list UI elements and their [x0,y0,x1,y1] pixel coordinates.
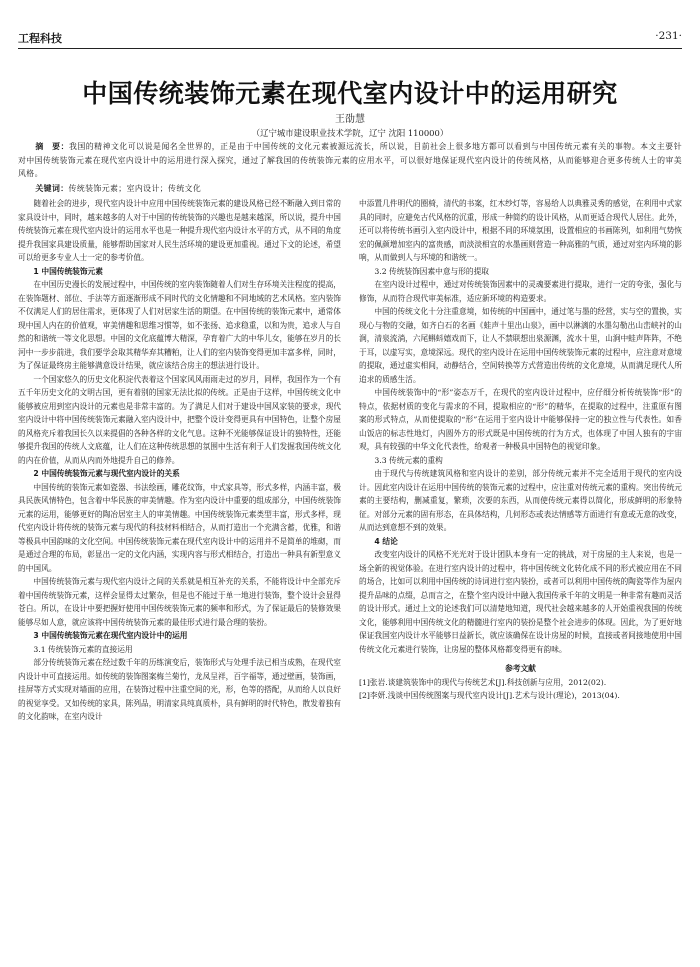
paragraph: 中国传统装饰元素与现代室内设计之间的关系就是相互补充的关系，不能将设计中全部充斥着中国传统装饰元素，这样会显得太过繁杂，但是也不能过于单一地进行装饰，整个设计会显得苍白。所以，在设计中要把握好使用中国传统装饰元素的频率和形式，为了保证最后的装修效果能够尽如人意，就应该将中国传统装饰元素的最佳形式进行最合理的装扮。 [18,577,341,627]
abstract [18,140,682,181]
section-heading: 1 中国传统装饰元素 [33,266,103,276]
author-name: 王劭慧 [335,114,365,125]
author-affiliation: （辽宁城市建设职业技术学院，辽宁 沈阳 110000） [251,128,449,138]
keywords-label: 关键词： [35,184,69,193]
left-column [18,197,341,724]
running-header [18,30,682,48]
paragraph: 一个国家悠久的历史文化积淀代表着这个国家风风雨雨走过的岁月，同样，我国作为一个有五千年历史文化的文明古国，更有着别的国家无法比拟的传统。正是由于这样，中国传统文化中能够被应用到室内设计的元素也是非常丰富的。为了满足人们对于建设中国风家装的要求，现代室内设计中将中国传统装饰元素融入室内设计中，把整个设计变得更具有中国特色，让整个房屋的风格充斥着我国长久以来提倡的各种各样的文化气息。这种不光能够保证设计的独特性，还能够提升我国的传统人文底蕴，让人们在这种传统思想的氛围中生活有利于人们发掘我国传统文化的内在价值，从而从内而外地提升自己的修养。 [18,374,341,465]
intro-paragraph: 随着社会的进步，现代室内设计中应用中国传统装饰元素的建设风格已经不断融入到日常的家具设计中，同时，越来越多的人对于中国的传统装饰的兴趣也是越来越深，所以说，提升中国传统装饰元素在现代室内设计的运用水平也是一种提升现代室内设计水平的方式，从不同的角度提升我国家具建设质量，能够帮助国家对人民生活环境的建设更加重视。通过下文的论述，希望可以给更多专业人士一定的参考价值。 [18,199,341,262]
paragraph: 改变室内设计的风格不光光对于设计团队本身有一定的挑战，对于房屋的主人来说，也是一场全新的视觉体验。在进行室内设计的过程中，将中国传统文化转化成不同的形式被应用在不同的场合，比如可以利用中国传统的诗词进行室内装扮，或者可以利用中国传统的陶瓷等作为屋内提升品味的点缀，总而言之，在整个室内设计中融入我国传承千年的文明是一种非常有趣而灵活的设计形式。通过上文的论述我们可以清楚地知道，现代社会越来越多的人开始重视我国的传统文化，能够利用中国传统文化的精髓进行室内的装扮是整个社会进步的体现。因此，为了更好地保证我国室内设计水平能够日益新长，就应该确保在设计房屋的时候，直接或者间接地使用中国传统文化元素进行装饰，让房屋的整体风格都变得更有韵味。 [359,550,682,654]
paragraph: 部分传统装饰元素在经过数千年的历练演变后，装饰形式与处理手法已相当成熟，在现代室内设计中可直接运用。如传统的装饰图案梅兰菊竹，龙凤呈祥，百字福等，通过壁画，装饰画，挂屏等方式实现对墙面的应用，在装饰过程中注重空间的光，形，色等的搭配，从而给人以良好的视觉享受。又如传统的家具，陈列品，明清家具纯真质朴，具有鲜明的时代特色，散发着独有的文化韵味，在室内设计 [18,658,341,721]
article-title: 中国传统装饰元素在现代室内设计中的运用研究 [82,79,618,108]
subsection-heading: 3.2 传统装饰因素中意与形的提取 [374,266,489,276]
paragraph: 中国传统的装饰元素如瓷器、书法绘画，雕花纹饰，中式家具等，形式多样，内涵丰富，极具民族风情特色，包含着中华民族的审美情趣。作为室内设计中重要的组成部分，中国传统装饰元素的运用，能够更好的陶冶居室主人的审美情趣。中国传统装饰元素类型丰富，形式多样，现代室内设计将传统的装饰元素与现代的科技材料相结合，从而打造出一个充满含蓄，优雅，和谐等极具中国韵味的文化空间。中国传统装饰元素在现代室内设计中的运用并不是简单的堆砌，而是通过合理的布局，彰显出一定的文化内涵，实现内容与形式相结合，打造出一种具有新型意义的中国风。 [18,482,341,573]
abstract-label: 摘 要： [35,142,69,151]
section-heading: 4 结论 [374,536,398,546]
keywords-text: 传统装饰元素；室内设计；传统文化 [68,184,202,193]
paragraph: 由于现代与传统建筑风格和室内设计的差别，部分传统元素并不完全适用于现代的室内设计。因此室内设计在运用中国传统的装饰元素的过程中，应注重对传统元素的重构。突出传统元素的主要结构，删减重复，繁琐，次要的东西，从而使传统元素得以简化，形成鲜明的形象特征。对部分元素的固有形态，在具体结构，几何形态或表达情感等方面进行有意或无意的改变，从而达到意想不到的效果。 [359,469,682,532]
journal-name: 工程科技 [18,32,62,45]
header-rule [18,48,682,49]
page-number: ·231· [655,30,682,42]
references-heading: 参考文献 [505,664,536,673]
section-heading: 3 中国传统装饰元素在现代室内设计中的运用 [33,631,188,640]
paragraph: 在中国历史漫长的发展过程中，中国传统的室内装饰随着人们对生存环境关注程度的提高，在装饰题材、部位、手法等方面逐渐形成不同时代的文化情趣和不同地域的艺术风格。室内装饰不仅满足人们的居住需求，更体现了人们对居家生活的期望。在中国传统的装饰元素中，通常体现中国人内在的价值观，审美情趣和思维习惯等，如不张扬、追求稳重，以和为贵，追求人与自然的和谐统一等文化思想。中国的文化底蕴博大精深，孕育着广大的中华儿女，能够在岁月的长河中一步步前进，我们要学会取其精华弃其糟粕，让人们的室内装饰变得更加丰富多样，同时，为了保证最终房主能够满意设计结果，就应该结合房主的想法进行设计。 [18,280,341,370]
section-heading: 2 中国传统装饰元素与现代室内设计的关系 [33,469,180,478]
subsection-heading: 3.3 传统元素的重构 [374,455,443,465]
paragraph: 在室内设计过程中，通过对传统装饰因素中的灵魂要素进行提取，进行一定的夸张，强化与修饰，从而符合现代审美标准，适应新环境的构造要求。 [359,280,682,303]
right-column [359,197,682,703]
keywords [18,182,682,196]
paragraph: 中添置几件明代的圈椅，清代的书案，红木纱灯等，容易给人以典雅灵秀的感觉，在利用中式家具的同时，应避免古代风格的沉重，形成一种简约的设计风格，从而更适合现代人居住。此外，还可以将传统书画引入室内设计中，根据不同的环境氛围，设置相应的书画陈列，如利用气势恢宏的佩颜增加室内的富贵感，而淡淡相宜的水墨画则营造一种高雅的气质，通过对室内环境的影响，从而做到人与环境的和谐统一。 [359,199,682,262]
paragraph: 中国的传统文化十分注重意境，如传统的中国画中，通过笔与墨的经营，实与空的置换，实现心与物的交融，如齐白石的名画《蛙声十里出山泉》，画中以淋漓的水墨勾勒出山峦峡衬的山涧，清泉流淌，六尾蝌蚪嬉戏而下，让人不禁联想出泉源渊，流水十里，山涧中蛙声阵阵，不绝于耳，以虚写实，意境深远。现代的室内设计在运用中国传统装饰元素的过程中，应注意对意境的提取，通过虚实相间，动静结合，空间转换等方式营造出传统的文化意境，从而满足现代人所追求的质感生活。 [359,307,682,384]
subsection-heading: 3.1 传统装饰元素的直接运用 [33,644,133,654]
reference-item: [1]张岩.谈建筑装饰中的现代与传统艺术[J].科技创新与应用，2012(02). [359,677,607,687]
paragraph: 中国传统装饰中的“形”姿态万千，在现代的室内设计过程中，应仔细分析传统装饰“形”的特点，依据材质的变化与需求的不同，提取相应的“形”的精华，在提取的过程中，注重原有图案的形式特点，从而使提取的“形”在运用于室内设计中能够保持一定的独立性与代表性。如香山饭店的标志性地灯，内圆外方的形式既是中国传统的行为方式，也体现了中国人独有的宇宙观，具有较强的中华文化代表性，给观者一种极具中国特色的视觉印象。 [359,388,682,451]
reference-item: [2]李妍.浅谈中国传统图案与现代室内设计[J].艺术与设计(理论)，2013(04). [359,691,620,700]
abstract-text: 我国的精神文化可以说是闻名全世界的，正是由于中国传统的文化元素被源远流长，所以说，目前社会上很多地方都可以看到与中国传统元素有关的事物。本文主要针对中国传统装饰元素在现代室内设计中的运用进行深入探究，通过了解我国的传统装饰元素的应用水平，可以很好地保证现代室内设计的传统风格，从而能够迎合更多传统人士的审美风格。 [18,142,682,178]
